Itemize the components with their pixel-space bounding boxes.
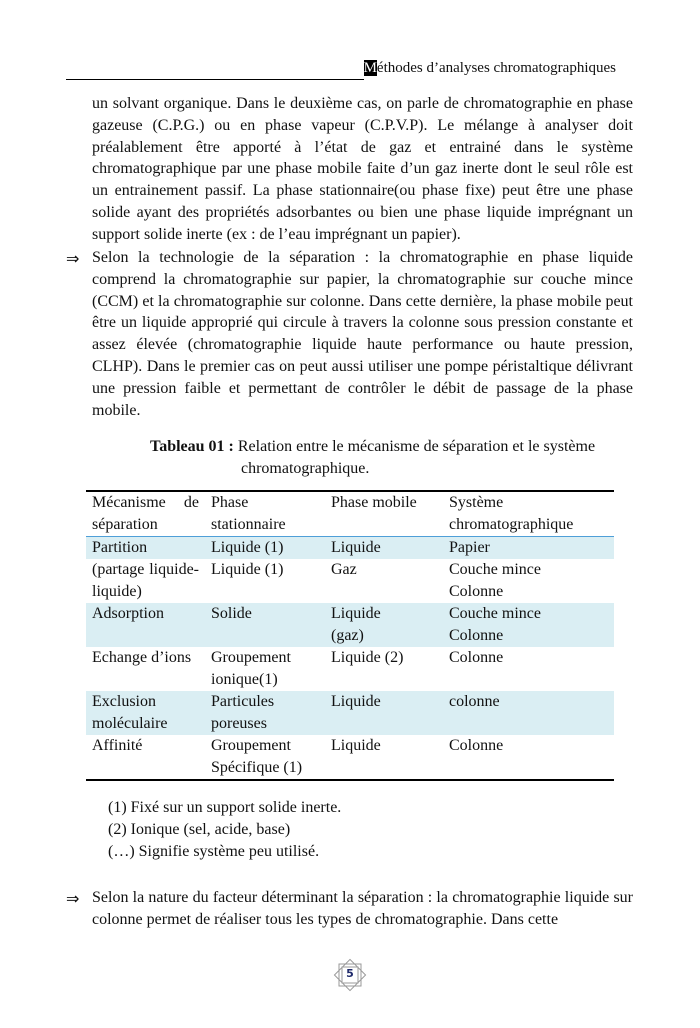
note: (1) Fixé sur un support solide inerte. bbox=[108, 799, 342, 816]
table-cell: Echange d’ions bbox=[92, 649, 192, 666]
header-title: Méthodes d’analyses chromatographiques bbox=[363, 60, 616, 76]
table-caption: Tableau 01 : Relation entre le mécanisme de séparation et le système chromatographique. bbox=[150, 438, 596, 477]
table-row bbox=[86, 603, 614, 647]
mechanism-table bbox=[86, 490, 614, 781]
table-cell: Partition bbox=[86, 537, 205, 560]
table-cell: Couche mince Colonne bbox=[449, 561, 541, 600]
table-cell: Liquide (gaz) bbox=[325, 603, 443, 647]
table-row bbox=[86, 735, 614, 780]
table-cell: Affinité bbox=[92, 737, 143, 754]
column-header: Phase mobile bbox=[331, 494, 417, 511]
column-header: Phase stationnaire bbox=[211, 494, 286, 533]
running-header bbox=[66, 60, 616, 80]
table-header-row bbox=[86, 491, 614, 537]
table-row bbox=[86, 537, 614, 560]
table-cell: Papier bbox=[443, 537, 614, 560]
page-number: 5 bbox=[346, 967, 354, 980]
table-notes bbox=[108, 797, 341, 863]
paragraph-2: Selon la technologie de la séparation : la chromatographie en phase liquide comprend la chromatographie sur papier, la chromatographie sur couche mince (CCM) et la chromatographie sur colonne. Dans cette dernière, la phase mobile peut être un liquide approprié qui circule à travers la colonne sous pression constante et assez élevée (chromatographie liquide haute performance ou haute pression, CLHP). Dans le premier cas on peut aussi utiliser une pompe péristaltique délivrant une pression faible et permettant de contrôler le débit de passage de la phase mobile. bbox=[92, 249, 633, 419]
table-cell: Liquide (1) bbox=[211, 561, 284, 578]
table-cell: Adsorption bbox=[86, 603, 205, 647]
header-rule bbox=[66, 79, 364, 80]
table-cell: Exclusion moléculaire bbox=[86, 691, 205, 735]
table-cell: Liquide bbox=[325, 537, 443, 560]
table-row bbox=[86, 559, 614, 603]
table-cell: Gaz bbox=[331, 561, 357, 578]
table-cell: Solide bbox=[205, 603, 325, 647]
table-row bbox=[86, 691, 614, 735]
page-number-ornament bbox=[333, 958, 367, 992]
table-cell: (partage liquide-liquide) bbox=[92, 561, 199, 600]
table-cell: Groupement Spécifique (1) bbox=[211, 737, 303, 776]
note: (…) Signifie système peu utilisé. bbox=[108, 843, 320, 860]
table-row bbox=[86, 647, 614, 691]
table-cell: Colonne bbox=[449, 737, 504, 754]
table-cell: Liquide bbox=[331, 737, 381, 754]
table-cell: Couche mince Colonne bbox=[443, 603, 614, 647]
note: (2) Ionique (sel, acide, base) bbox=[108, 821, 291, 838]
table-cell: Liquide bbox=[325, 691, 443, 735]
table-cell: Liquide (1) bbox=[205, 537, 325, 560]
paragraph-1: un solvant organique. Dans le deuxième cas, on parle de chromatographie en phase gazeuse (C.P.G.) ou en phase vapeur (C.P.V.P). Le mélange à analyser doit préalablement être apporté à l’état de gaz et entrainé dans le système chromatographique par une phase mobile faite d’un gaz inerte dont le seul rôle est un entrainement passif. La phase stationnaire(ou phase fixe) peut être une phase solide ayant des propriétés adsorbantes ou bien une phase liquide imprégnant un support solide inerte (ex : de l’eau imprégnant un papier). bbox=[92, 95, 633, 243]
paragraph-3: Selon la nature du facteur déterminant la séparation : la chromatographie liquide sur colonne permet de réaliser tous les types de chromatographie. Dans cette bbox=[92, 889, 633, 928]
table-cell: colonne bbox=[443, 691, 614, 735]
table-cell: Particules poreuses bbox=[205, 691, 325, 735]
table-cell: Groupement ionique(1) bbox=[211, 649, 291, 688]
table-cell: Colonne bbox=[449, 649, 504, 666]
column-header: Système chromatographique bbox=[449, 494, 574, 533]
column-header: Mécanisme de séparation bbox=[92, 494, 199, 533]
table-cell: Liquide (2) bbox=[331, 649, 404, 666]
arrow-bullet-icon: ⇒ bbox=[66, 889, 80, 908]
arrow-bullet-icon: ⇒ bbox=[66, 249, 80, 268]
